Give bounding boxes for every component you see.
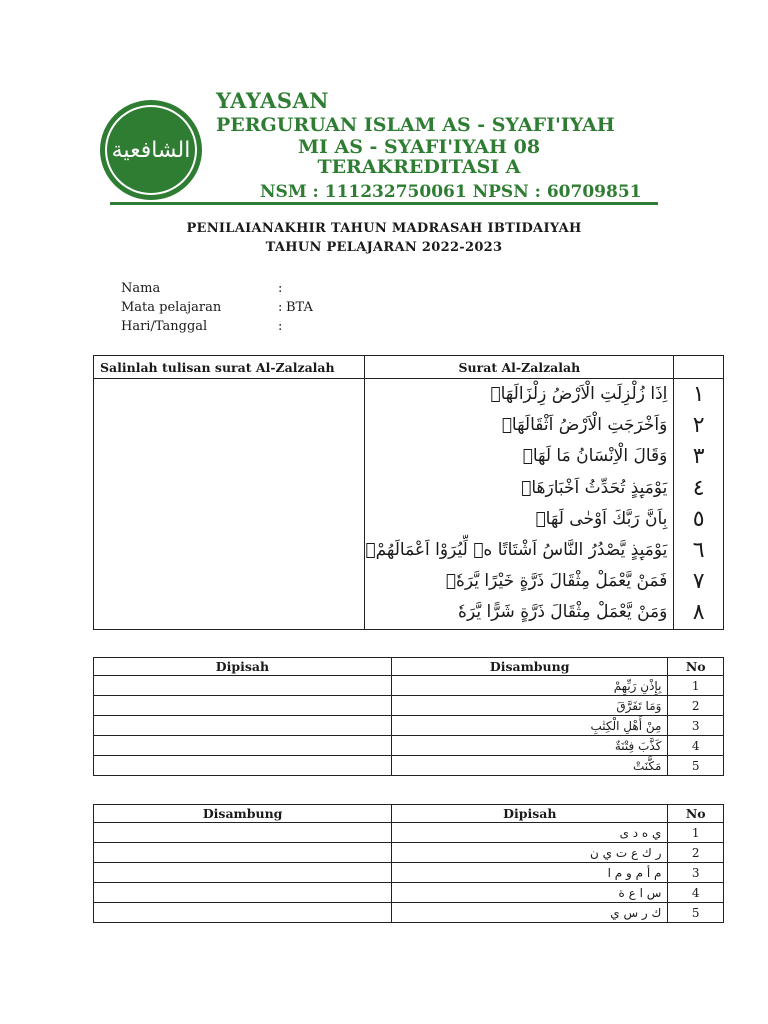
ayah-line: بِاَنَّ رَبَّكَ اَوْحٰى لَهَاۗ [535,508,668,529]
info-row-date [121,317,313,336]
info-row-name [121,279,313,298]
ayah-line: يَوْمَىِٕذٍ تُحَدِّثُ اَخْبَارَهَاۙ [521,477,668,498]
separate-to-join-table [93,657,724,776]
row-number: 2 [668,843,724,863]
answer-cell[interactable] [94,823,392,843]
answer-cell[interactable] [94,883,392,903]
accreditation: TERAKREDITASI A [317,156,521,178]
answer-cell[interactable] [94,716,392,736]
ayah-number: ٢ [692,413,705,439]
info-value: BTA [286,300,313,315]
row-number: 3 [668,863,724,883]
header-rule [110,202,658,205]
answer-cell[interactable] [94,756,392,776]
table-row [94,716,724,736]
table-row [94,863,724,883]
info-label: Mata pelajaran [121,300,222,315]
ayah-numbers [674,379,724,630]
ayah-list [365,379,674,630]
info-label: Nama [121,281,161,296]
letterhead [0,0,768,210]
header-dipisah: Dipisah [392,805,668,823]
arabic-word: مَكَّنَتْ [391,756,668,776]
school-ids: NSM : 111232750061 NPSN : 60709851 [260,182,642,202]
join-to-separate-table [93,804,724,923]
row-number: 1 [668,676,724,696]
foundation-name: YAYASAN [216,88,329,113]
row-number: 1 [668,823,724,843]
header-disambung: Disambung [391,658,668,676]
ayah-line: وَاَخْرَجَتِ الْاَرْضُ اَثْقَالَهَاۙ [501,415,668,436]
info-label: Hari/Tanggal [121,319,208,334]
ayah-line: يَوْمَىِٕذٍ يَّصْدُرُ النَّاسُ اَشْتَاتًا ەۙ لِّيُرَوْا اَعْمَالَهُمْۗ [365,539,668,560]
ayah-line: اِذَا زُلْزِلَتِ الْاَرْضُ زِلْزَالَهَاۙ [490,384,668,404]
arabic-word: مِنْ أَهْلِ الْكِتٰبِ [391,716,668,736]
arabic-letters: ر ك ع ت ي ن [392,843,668,863]
table-row [94,676,724,696]
answer-cell[interactable] [94,696,392,716]
header-dipisah: Dipisah [94,658,392,676]
header-number [674,356,724,379]
table-row [94,756,724,776]
ayah-line: فَمَنْ يَّعْمَلْ مِثْقَالَ ذَرَّةٍ خَيْرًا يَّرَهٗۚ [445,571,668,592]
table-row [94,823,724,843]
ayah-number: ٣ [692,444,705,470]
row-number: 2 [668,696,724,716]
arabic-word: كَذَّبَ فِتْنَةٌ [391,736,668,756]
exam-title: PENILAIANAKHIR TAHUN MADRASAH IBTIDAIYAH [186,221,582,236]
table-row [94,883,724,903]
answer-cell[interactable] [94,676,392,696]
arabic-word: بِإِذْنِ رَبِّهِمْ [391,676,668,696]
table-row [94,736,724,756]
info-separator: : [278,300,283,315]
header-no: No [668,658,724,676]
header-copy: Salinlah tulisan surat Al-Zalzalah [94,356,365,379]
student-info [121,279,313,336]
ayah-number: ٦ [692,537,705,563]
arabic-letters: ك ر س ي [392,903,668,923]
arabic-letters: س ا ع ة [392,883,668,903]
arabic-word: وَمَا تَفَرَّقَ [391,696,668,716]
school-name: MI AS - SYAFI'IYAH 08 [297,136,541,158]
header-no: No [668,805,724,823]
ayah-number: ٧ [692,569,705,595]
arabic-letters: ي ه د ى [392,823,668,843]
institution-name: PERGURUAN ISLAM AS - SYAFI'IYAH [216,114,615,136]
row-number: 3 [668,716,724,736]
answer-cell[interactable] [94,736,392,756]
table-row [94,843,724,863]
table-row [94,696,724,716]
answer-cell[interactable] [94,863,392,883]
header-surah: Surat Al-Zalzalah [365,356,674,379]
info-row-subject [121,298,313,317]
row-number: 4 [668,883,724,903]
academic-year: TAHUN PELAJARAN 2022-2023 [265,240,503,255]
arabic-letters: م أ م و م ا [392,863,668,883]
ayah-line: وَقَالَ الْاِنْسَانُ مَا لَهَاۚ [522,446,668,467]
surah-table [93,355,724,630]
ayah-number: ٨ [692,600,705,626]
info-separator: : [278,319,283,334]
ayah-number: ٤ [692,475,705,501]
row-number: 5 [668,756,724,776]
table-row [94,903,724,923]
answer-cell[interactable] [94,843,392,863]
row-number: 4 [668,736,724,756]
info-separator: : [278,281,283,296]
ayah-line: وَمَنْ يَّعْمَلْ مِثْقَالَ ذَرَّةٍ شَرًّا يَّرَهٗ [458,602,668,623]
header-disambung: Disambung [94,805,392,823]
ayah-number: ١ [692,382,705,407]
copy-answer-area[interactable] [94,379,365,630]
row-number: 5 [668,903,724,923]
answer-cell[interactable] [94,903,392,923]
logo-calligraphy: الشافعية [111,137,191,163]
ayah-number: ٥ [692,506,705,532]
